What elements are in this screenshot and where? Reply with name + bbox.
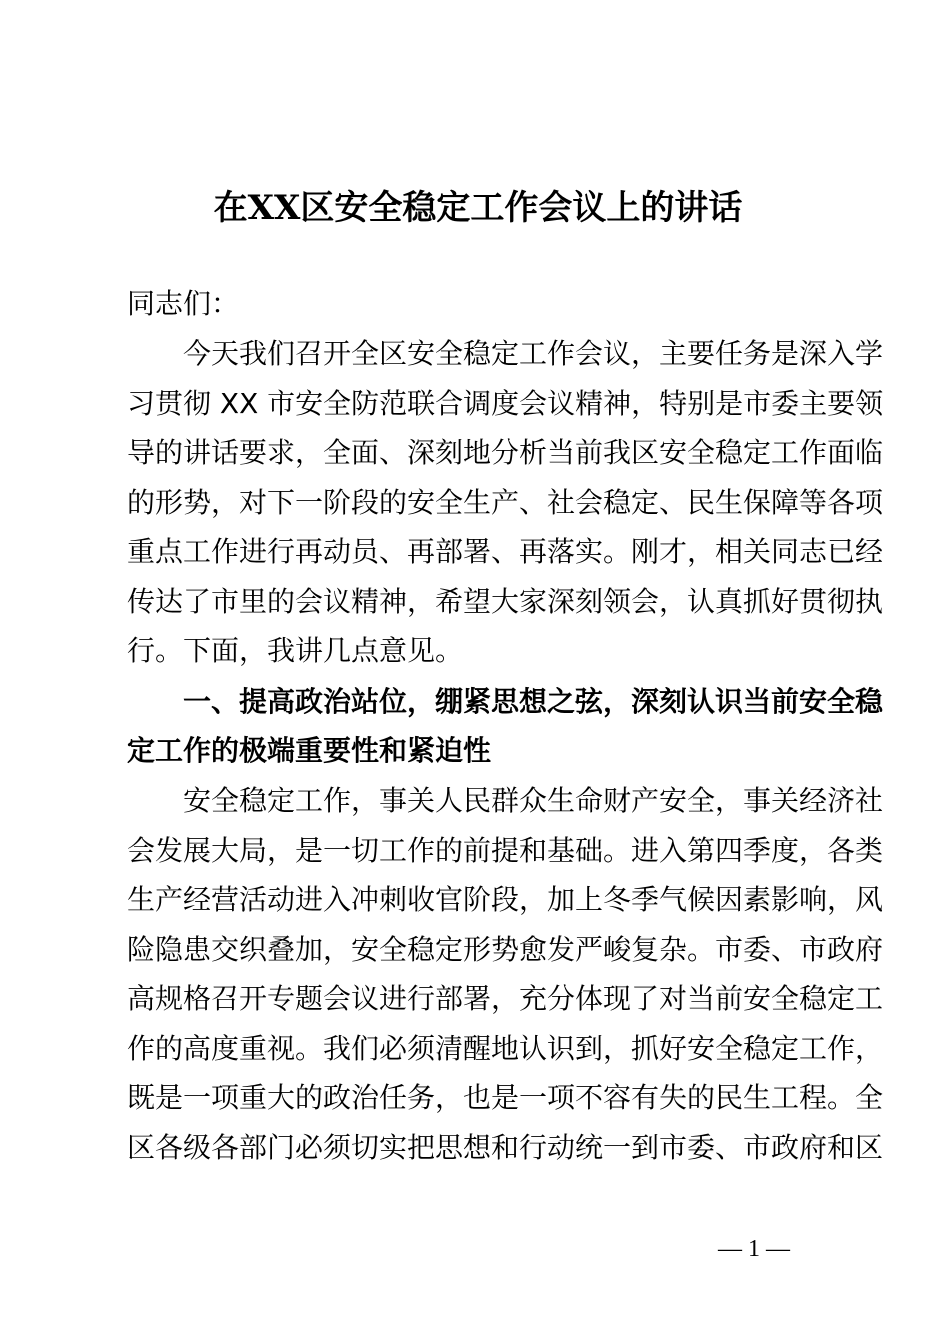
paragraph-line: 传达了市里的会议精神，希望大家深刻领会，认真抓好贯彻执 — [127, 585, 884, 618]
document-title: 在XX区安全稳定工作会议上的讲话 — [213, 188, 743, 228]
paragraph-line: 生产经营活动进入冲刺收官阶段，加上冬季气候因素影响，风 — [127, 883, 884, 916]
paragraph-line: 会发展大局，是一切工作的前提和基础。进入第四季度，各类 — [127, 834, 884, 867]
section-heading-line: 一、提高政治站位，绷紧思想之弦，深刻认识当前安全稳 — [183, 685, 884, 718]
paragraph-line: 高规格召开专题会议进行部署，充分体现了对当前安全稳定工 — [127, 982, 884, 1015]
paragraph-line: 习贯彻 XX 市安全防范联合调度会议精神，特别是市委主要领 — [127, 387, 884, 420]
paragraph-line: 的形势，对下一阶段的安全生产、社会稳定、民生保障等各项 — [127, 486, 884, 519]
section-heading-line: 定工作的极端重要性和紧迫性 — [127, 734, 492, 767]
paragraph-line: 今天我们召开全区安全稳定工作会议，主要任务是深入学 — [183, 337, 884, 370]
paragraph-line: 重点工作进行再动员、再部署、再落实。刚才，相关同志已经 — [127, 535, 884, 568]
paragraph-line: 行。下面，我讲几点意见。 — [127, 634, 464, 667]
paragraph-line: 作的高度重视。我们必须清醒地认识到，抓好安全稳定工作， — [127, 1032, 884, 1065]
paragraph-line: 既是一项重大的政治任务，也是一项不容有失的民生工程。全 — [127, 1081, 884, 1114]
paragraph-line: 导的讲话要求，全面、深刻地分析当前我区安全稳定工作面临 — [127, 436, 884, 469]
paragraph-line: 险隐患交织叠加，安全稳定形势愈发严峻复杂。市委、市政府 — [127, 933, 884, 966]
salutation: 同志们： — [127, 287, 240, 320]
paragraph-line: 安全稳定工作，事关人民群众生命财产安全，事关经济社 — [183, 784, 884, 817]
paragraph-line: 区各级各部门必须切实把思想和行动统一到市委、市政府和区 — [127, 1131, 884, 1164]
page-number: — 1 — — [718, 1236, 790, 1262]
